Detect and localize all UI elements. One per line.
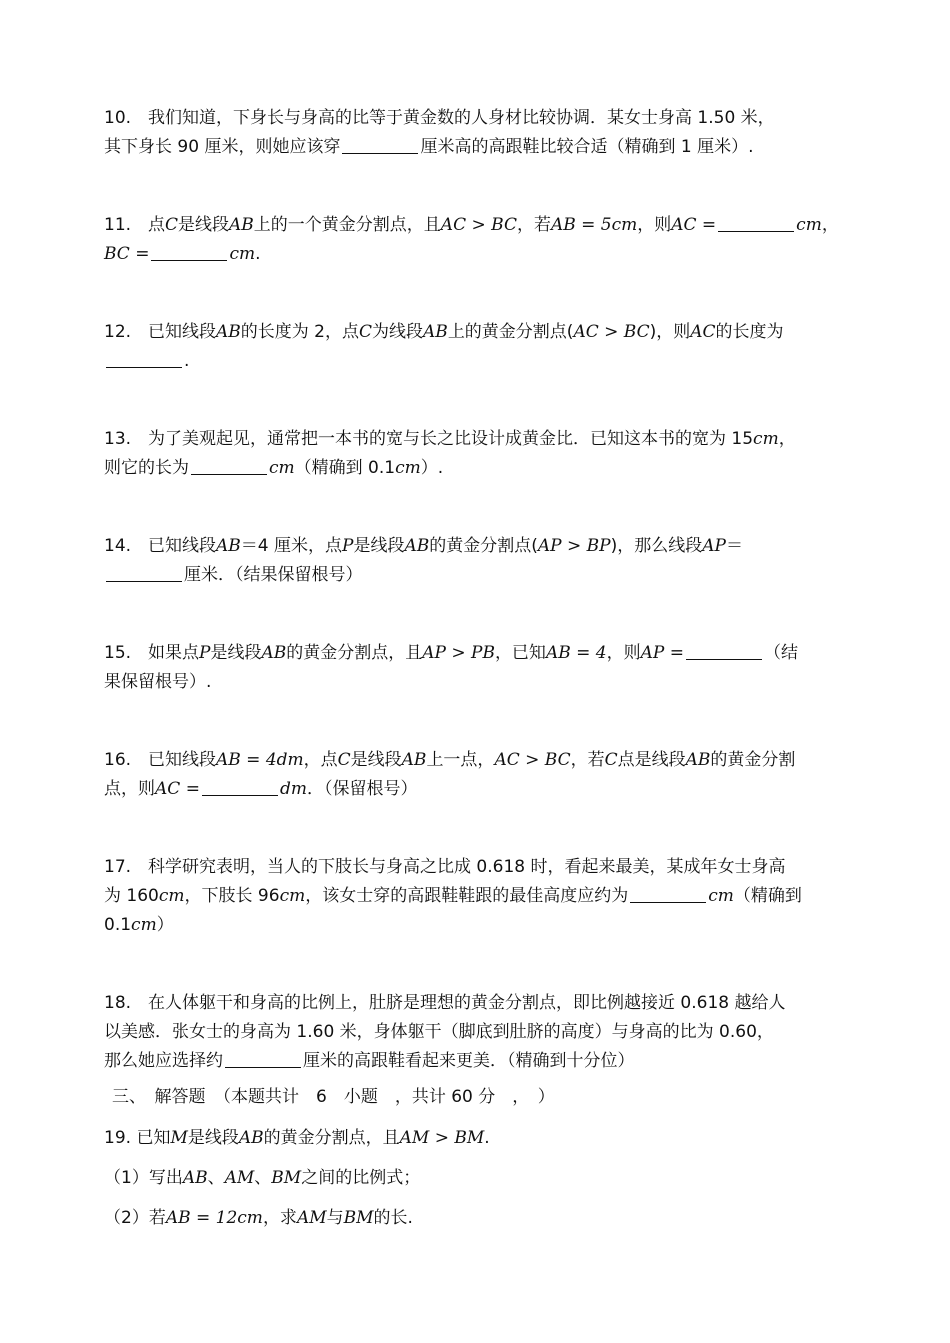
math-expression: C — [165, 215, 179, 235]
question-text: 是线段 — [178, 215, 230, 235]
text-line — [104, 1018, 849, 1047]
question-12 — [104, 318, 849, 376]
question-text: （2）若 — [104, 1208, 166, 1228]
question-text: 则它的长为 — [104, 458, 189, 478]
math-expression: AC > BC — [494, 750, 571, 770]
math-expression: P — [199, 643, 211, 663]
math-expression: AB = 4dm — [216, 750, 304, 770]
math-expression: AP > PB — [422, 643, 495, 663]
math-expression: AB — [238, 1128, 264, 1148]
question-text: ） — [156, 915, 174, 935]
question-text: 是线段 — [187, 1128, 239, 1148]
math-expression: cm — [269, 458, 295, 478]
text-line — [104, 746, 849, 775]
question-text: ，已知 — [494, 643, 546, 663]
question-text: 已知线段 — [148, 750, 216, 770]
text-line — [104, 1204, 849, 1233]
question-text: )，则 — [649, 322, 691, 342]
question-text: ，若 — [570, 750, 605, 770]
question-text: 如果点 — [148, 643, 199, 663]
math-expression: BC = — [104, 244, 150, 264]
text-line — [104, 104, 849, 133]
math-expression: AB = 4 — [545, 643, 607, 663]
question-text: . — [255, 244, 261, 264]
math-expression: P — [342, 536, 354, 556]
answer-blank — [630, 884, 706, 903]
question-text: ，求 — [262, 1208, 297, 1228]
text-line — [104, 425, 849, 454]
question-text: 的长. — [373, 1208, 413, 1228]
question-text: 已知线段 — [148, 536, 216, 556]
math-expression: cm — [131, 915, 157, 935]
question-text: 点，则 — [104, 779, 155, 799]
math-expression: C — [337, 750, 351, 770]
math-expression: AB — [423, 322, 448, 342]
question-text: （精确到 — [733, 886, 802, 906]
question-16 — [104, 746, 849, 804]
math-expression: AB = 12cm — [165, 1208, 263, 1228]
question-text: 我们知道，下身长与身高的比等于黄金数的人身材比较协调．某女士身高 1.50 米， — [148, 108, 775, 128]
math-expression: cm — [796, 215, 822, 235]
math-expression: AM — [224, 1168, 255, 1188]
question-text: 19. 已知 — [104, 1128, 171, 1148]
math-expression: BM — [271, 1168, 302, 1188]
math-expression: AP = — [640, 643, 684, 663]
question-text: 点是线段 — [617, 750, 686, 770]
text-line — [104, 347, 849, 376]
question-text: ．（保留根号） — [306, 779, 418, 799]
math-expression: M — [170, 1128, 188, 1148]
math-expression: AB — [261, 643, 287, 663]
answer-blank — [202, 777, 278, 796]
question-text: 上的黄金分割点( — [447, 322, 574, 342]
math-expression: cm — [229, 244, 256, 264]
question-number: 17. — [104, 857, 132, 877]
question-text: 的黄金分割点，且 — [286, 643, 423, 663]
section-heading: 三、 解答题 （本题共计 6 小题 ，共计 60 分 ， ） — [112, 1087, 555, 1107]
question-text: ＝ — [725, 536, 743, 556]
question-text: 的长度为 2，点 — [240, 322, 360, 342]
question-text: （精确到 0.1 — [294, 458, 396, 478]
text-line — [104, 454, 849, 483]
question-text: )，那么线段 — [610, 536, 703, 556]
question-text: 厘米．（结果保留根号） — [184, 565, 363, 585]
text-line — [104, 882, 849, 911]
math-expression: AP > BP — [537, 536, 611, 556]
math-expression: dm — [279, 779, 307, 799]
answer-blank — [718, 213, 794, 232]
question-number: 16. — [104, 750, 132, 770]
question-text: 、 — [207, 1168, 225, 1188]
question-text: 的黄金分割 — [710, 750, 796, 770]
math-expression: AC = — [155, 779, 200, 799]
text-line — [104, 989, 849, 1018]
question-19-stem — [104, 1124, 849, 1153]
answer-blank — [106, 349, 182, 368]
question-17 — [104, 853, 849, 940]
question-text: ，则 — [637, 215, 672, 235]
question-text: . — [184, 351, 190, 371]
question-text: ，则 — [606, 643, 641, 663]
answer-blank — [225, 1049, 301, 1068]
question-text: 上的一个黄金分割点，且 — [253, 215, 441, 235]
text-line — [104, 1047, 849, 1076]
math-expression: cm — [395, 458, 421, 478]
question-13 — [104, 425, 849, 483]
question-number: 18. — [104, 993, 132, 1013]
question-text: 点 — [148, 215, 165, 235]
question-text: ，若 — [516, 215, 551, 235]
question-text: 0.1 — [104, 915, 132, 935]
math-expression: AP — [702, 536, 726, 556]
question-text: 是线段 — [353, 536, 405, 556]
answer-blank — [342, 135, 418, 154]
question-text: 果保留根号）. — [104, 672, 212, 692]
question-number: 10. — [104, 108, 132, 128]
question-text: 上一点， — [426, 750, 495, 770]
text-line — [104, 775, 849, 804]
math-expression: AB — [182, 1168, 208, 1188]
text-line — [104, 853, 849, 882]
question-text: 科学研究表明，当人的下肢长与身高之比成 0.618 时，看起来最美，某成年女士身高 — [148, 857, 786, 877]
question-18 — [104, 989, 849, 1076]
question-text: . — [484, 1128, 490, 1148]
math-expression: AM > BM — [399, 1128, 485, 1148]
math-expression: cm — [279, 886, 306, 906]
text-line — [104, 911, 849, 940]
question-number: 13. — [104, 429, 132, 449]
question-text: 是线段 — [350, 750, 402, 770]
question-text: 在人体躯干和身高的比例上，肚脐是理想的黄金分割点，即比例越接近 0.618 越给人 — [148, 993, 786, 1013]
text-line — [104, 1124, 849, 1153]
math-expression: AB — [685, 750, 711, 770]
math-expression: cm — [753, 429, 779, 449]
question-text: 为线段 — [372, 322, 424, 342]
question-text: 之间的比例式； — [301, 1168, 421, 1188]
question-text: 、 — [254, 1168, 272, 1188]
question-text: 与 — [326, 1208, 344, 1228]
math-expression: AC = — [671, 215, 717, 235]
question-number: 15. — [104, 643, 132, 663]
question-text: 为 160 — [104, 886, 159, 906]
math-expression: AB — [229, 215, 254, 235]
question-text: 为了美观起见，通常把一本书的宽与长之比设计成黄金比．已知这本书的宽为 15 — [148, 429, 754, 449]
question-text: ， — [778, 429, 796, 449]
question-text: ＝4 厘米，点 — [240, 536, 343, 556]
question-19-part-2 — [104, 1204, 849, 1233]
text-line — [104, 561, 849, 590]
question-19-part-1 — [104, 1164, 849, 1193]
question-text: （1）写出 — [104, 1168, 183, 1188]
question-text: ，该女士穿的高跟鞋鞋跟的最佳高度应约为 — [305, 886, 629, 906]
math-expression: BM — [343, 1208, 374, 1228]
text-line — [104, 133, 849, 162]
question-number: 11. — [104, 215, 132, 235]
answer-blank — [106, 563, 182, 582]
math-expression: AM — [296, 1208, 327, 1228]
question-11 — [104, 211, 849, 269]
text-line — [104, 240, 849, 269]
text-line — [104, 639, 849, 668]
answer-blank — [686, 641, 762, 660]
math-expression: AB — [404, 536, 430, 556]
question-text: 厘米的高跟鞋看起来更美．（精确到十分位） — [303, 1051, 635, 1071]
question-number: 14. — [104, 536, 132, 556]
question-text: 是线段 — [210, 643, 262, 663]
math-expression: AB — [216, 322, 241, 342]
text-line — [104, 668, 849, 697]
question-text: ，下肢长 96 — [184, 886, 280, 906]
question-text: 厘米高的高跟鞋比较合适（精确到 1 厘米）. — [420, 137, 754, 157]
question-text: 以美感．张女士的身高为 1.60 米，身体躯干（脚底到肚脐的高度）与身高的比为 0.60， — [104, 1022, 774, 1042]
text-line — [104, 532, 849, 561]
math-expression: C — [604, 750, 618, 770]
question-10 — [104, 104, 849, 162]
answer-blank — [191, 456, 267, 475]
question-text: 那么她应选择约 — [104, 1051, 223, 1071]
answer-blank — [151, 242, 227, 261]
math-expression: C — [359, 322, 373, 342]
question-text: 其下身长 90 厘米，则她应该穿 — [104, 137, 341, 157]
question-text: 的长度为 — [715, 322, 784, 342]
math-expression: AC > BC — [573, 322, 650, 342]
math-expression: AC — [690, 322, 716, 342]
math-expression: AC > BC — [440, 215, 517, 235]
question-text: （结 — [763, 643, 798, 663]
text-line — [104, 1164, 849, 1193]
math-expression: cm — [158, 886, 185, 906]
math-expression: AB — [216, 536, 241, 556]
question-number: 12. — [104, 322, 132, 342]
math-expression: cm — [708, 886, 734, 906]
math-expression: AB = 5cm — [550, 215, 638, 235]
question-text: ，点 — [303, 750, 338, 770]
question-text: ）. — [420, 458, 444, 478]
math-expression: AB — [401, 750, 427, 770]
question-text: 的黄金分割点，且 — [263, 1128, 400, 1148]
text-line — [104, 211, 849, 240]
question-text: ， — [821, 215, 839, 235]
text-line — [104, 318, 849, 347]
question-text: 已知线段 — [148, 322, 216, 342]
question-14 — [104, 532, 849, 590]
question-15 — [104, 639, 849, 697]
question-text: 的黄金分割点( — [429, 536, 538, 556]
